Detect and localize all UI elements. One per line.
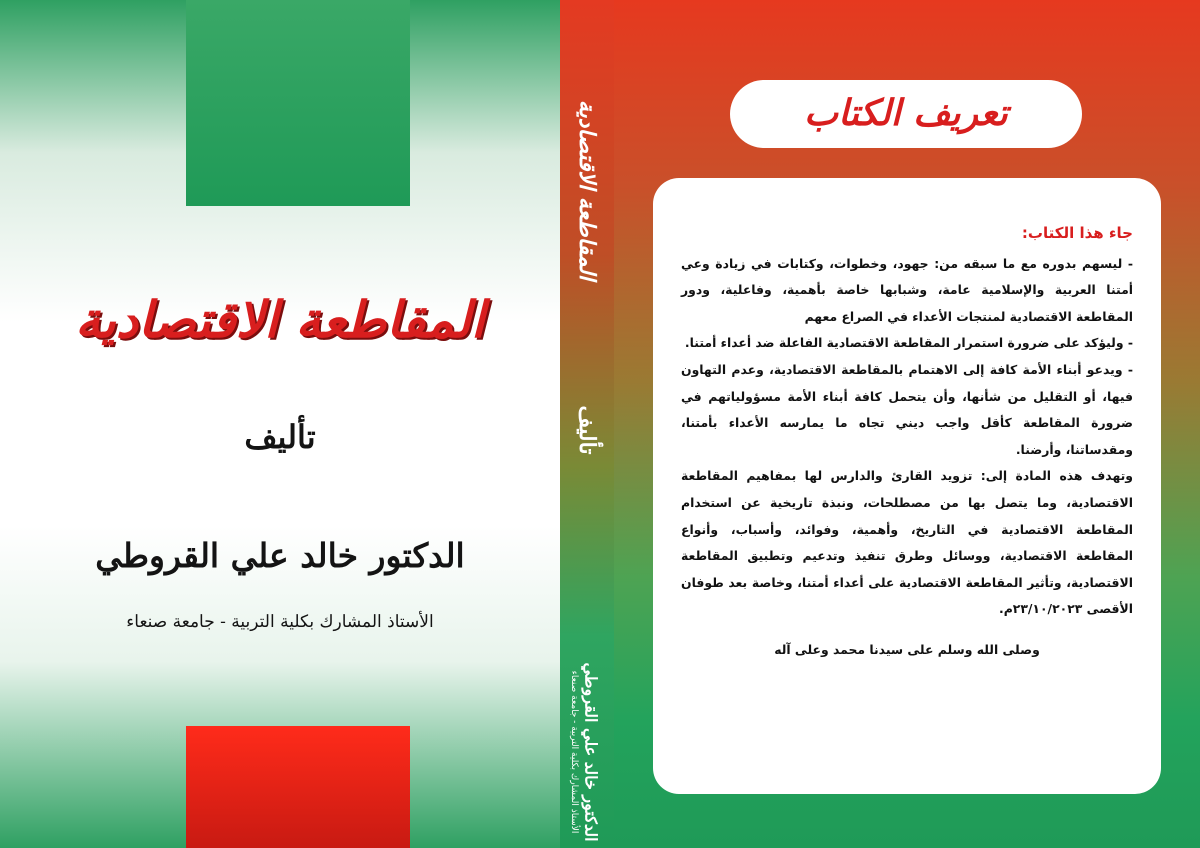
book-title: المقاطعة الاقتصادية bbox=[75, 290, 485, 349]
description-paragraph-3: - ويدعو أبناء الأمة كافة إلى الاهتمام بالمقاطعة الاقتصادية، وعدم التهاون فيها، أو التقليل من شأنها، وأن يتحمل كافة أبناء الأمة مسؤولياتهم في ضرورة المقاطعة كأقل واجب ديني تجاه ما يمارسه الأعداء بأمتنا، ومقدساتنا، وأرضنا. bbox=[681, 361, 1133, 457]
spine-affiliation: الأستاذ المشارك بكلية التربية - جامعة صنعاء bbox=[569, 670, 579, 834]
green-block bbox=[186, 0, 410, 206]
back-heading: تعريف الكتاب bbox=[730, 80, 1082, 148]
front-cover bbox=[0, 0, 560, 848]
spine-title: المقاطعة الاقتصادية bbox=[574, 99, 600, 281]
author-name: الدكتور خالد علي القروطي bbox=[95, 536, 465, 575]
authorship-label: تأليف bbox=[244, 418, 316, 456]
spine-authorship-label: تأليف bbox=[574, 405, 600, 455]
spine-author: الدكتور خالد علي القروطي bbox=[581, 662, 601, 842]
red-block bbox=[186, 726, 410, 848]
description-intro: جاء هذا الكتاب: bbox=[1021, 224, 1133, 242]
back-cover bbox=[614, 0, 1200, 848]
closing-line: وصلى الله وسلم على سيدنا محمد وعلى آله bbox=[774, 641, 1040, 657]
author-affiliation: الأستاذ المشارك بكلية التربية - جامعة صنعاء bbox=[126, 612, 434, 632]
description-paragraph-2: - وليؤكد على ضرورة استمرار المقاطعة الاقتصادية الفاعلة ضد أعداء أمتنا. bbox=[684, 335, 1133, 351]
description-paragraph-4: وتهدف هذه المادة إلى: تزويد القارئ والدارس لها بمفاهيم المقاطعة الاقتصادية، وما يتصل بها من مصطلحات، ونبذة تاريخية عن استخدام المقاطعة الاقتصادية في التاريخ، وأهمية، وفوائد، وأسباب، وأنواع المقاطعة الاقتصادية، ووسائل وطرق تنفيذ وتدعيم وتطبيق المقاطعة الاقتصادية، وتأثير المقاطعة الاقتصادية على أعداء أمتنا، وخاصة بعد طوفان الأقصى ٢٣/١٠/٢٠٢٣م. bbox=[681, 468, 1133, 617]
book-spine bbox=[560, 0, 614, 848]
description-paragraph-1: - ليسهم بدوره مع ما سبقه من: جهود، وخطوات، وكتابات في زيادة وعي أمتنا العربية والإسلامية عامة، وشبابها خاصة بأهمية، وفاعلية، ودور المقاطعة الاقتصادية لمنتجات الأعداء في الصراع معهم bbox=[681, 255, 1133, 324]
description-card bbox=[653, 178, 1161, 794]
